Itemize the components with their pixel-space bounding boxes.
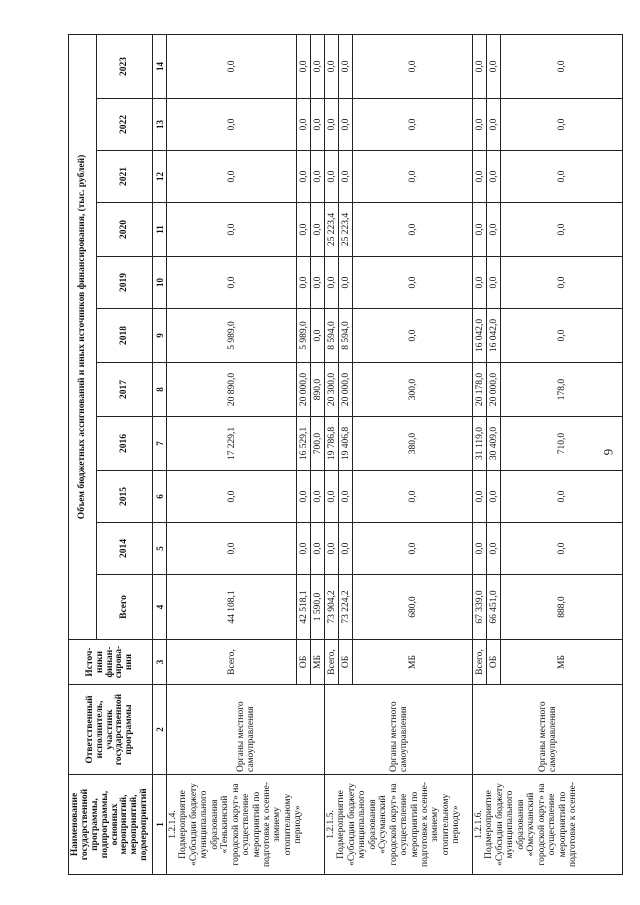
executor-cell: Органы местного самоуправления [473, 685, 623, 775]
year-value: 0,0 [473, 523, 487, 575]
year-value: 0,0 [473, 203, 487, 257]
funding-table [68, 34, 623, 875]
year-value: 700,0 [311, 417, 325, 471]
year-value: 0,0 [353, 151, 473, 203]
year-value: 890,0 [311, 363, 325, 417]
year-value: 0,0 [339, 151, 353, 203]
year-value: 0,0 [167, 99, 297, 151]
year-value: 0,0 [487, 203, 501, 257]
year-value: 0,0 [325, 257, 339, 309]
table-row [325, 34, 339, 874]
year-value: 0,0 [297, 471, 311, 523]
header-year: 2014 [97, 523, 153, 575]
year-value: 0,0 [297, 151, 311, 203]
year-value: 0,0 [501, 203, 623, 257]
column-number: 6 [153, 471, 167, 523]
source-cell: ОБ [339, 640, 353, 685]
year-value: 0,0 [353, 471, 473, 523]
year-value: 0,0 [167, 203, 297, 257]
source-cell: Всего, [473, 640, 487, 685]
source-cell: ОБ [297, 640, 311, 685]
year-value: 178,0 [501, 363, 623, 417]
year-value: 0,0 [311, 151, 325, 203]
header-source: Источ-ники финан-сирова-ния [69, 640, 153, 685]
activity-name-cell [325, 775, 473, 875]
year-value: 0,0 [325, 99, 339, 151]
year-value: 0,0 [167, 257, 297, 309]
source-cell: МБ [501, 640, 623, 685]
year-value: 0,0 [473, 34, 487, 98]
column-number: 1 [153, 775, 167, 875]
header-year: 2021 [97, 151, 153, 203]
year-value: 0,0 [501, 309, 623, 363]
year-value: 0,0 [353, 257, 473, 309]
activity-name: Подмероприятие «Субсидии бюджету муниципального образования «Тенькинский городской округ» на осуществление мероприятий по подготовке к осенне-зимнему отопительному периоду» [178, 782, 304, 867]
header-total: Всего [97, 575, 153, 640]
year-value: 5 989,0 [297, 309, 311, 363]
year-value: 0,0 [353, 203, 473, 257]
year-value: 16 042,0 [473, 309, 487, 363]
year-value: 0,0 [487, 151, 501, 203]
year-value: 0,0 [297, 34, 311, 98]
year-value: 0,0 [339, 99, 353, 151]
year-value: 0,0 [325, 34, 339, 98]
year-value: 16 529,1 [297, 417, 311, 471]
year-value: 25 223,4 [325, 203, 339, 257]
year-value: 0,0 [311, 523, 325, 575]
year-value: 8 594,0 [325, 309, 339, 363]
year-value: 0,0 [297, 203, 311, 257]
column-number: 11 [153, 203, 167, 257]
executor-cell: Органы местного самоуправления [325, 685, 473, 775]
header-row-group [69, 34, 97, 874]
year-value: 0,0 [167, 471, 297, 523]
year-value: 0,0 [487, 34, 501, 98]
rotated-table-page [68, 35, 588, 875]
total-value: 66 451,0 [487, 575, 501, 640]
year-value: 0,0 [473, 257, 487, 309]
year-value: 0,0 [311, 257, 325, 309]
year-value: 0,0 [501, 257, 623, 309]
year-value: 0,0 [473, 151, 487, 203]
year-value: 0,0 [501, 471, 623, 523]
year-value: 0,0 [339, 257, 353, 309]
year-value: 0,0 [487, 523, 501, 575]
year-value: 0,0 [353, 34, 473, 98]
year-value: 0,0 [167, 151, 297, 203]
year-value: 0,0 [473, 99, 487, 151]
year-value: 0,0 [353, 309, 473, 363]
year-value: 0,0 [487, 99, 501, 151]
header-executor: Ответственный исполнитель, участник государственной программы [69, 685, 153, 775]
total-value: 73 224,2 [339, 575, 353, 640]
total-value: 1 590,0 [311, 575, 325, 640]
header-year: 2015 [97, 471, 153, 523]
year-value: 31 119,0 [473, 417, 487, 471]
year-value: 20 000,0 [487, 363, 501, 417]
year-value: 0,0 [325, 523, 339, 575]
year-value: 30 409,0 [487, 417, 501, 471]
column-number: 3 [153, 640, 167, 685]
source-cell: Всего, [325, 640, 339, 685]
source-cell: ОБ [487, 640, 501, 685]
header-year: 2023 [97, 34, 153, 98]
year-value: 0,0 [501, 99, 623, 151]
year-value: 20 300,0 [325, 363, 339, 417]
total-value: 680,0 [353, 575, 473, 640]
header-year: 2022 [97, 99, 153, 151]
year-value: 380,0 [353, 417, 473, 471]
year-value: 0,0 [297, 99, 311, 151]
header-year: 2018 [97, 309, 153, 363]
year-value: 0,0 [311, 309, 325, 363]
year-value: 0,0 [353, 523, 473, 575]
header-funding-group: Объем бюджетных ассигнований и иных источников финансирования, (тыс. рублей) [69, 34, 97, 639]
total-value: 73 904,2 [325, 575, 339, 640]
year-value: 300,0 [353, 363, 473, 417]
activity-code: 1.2.1.5. [326, 810, 336, 839]
source-cell: Всего, [167, 640, 297, 685]
year-value: 0,0 [473, 471, 487, 523]
year-value: 25 223,4 [339, 203, 353, 257]
header-year: 2017 [97, 363, 153, 417]
year-value: 0,0 [353, 99, 473, 151]
year-value: 5 989,0 [167, 309, 297, 363]
year-value: 0,0 [167, 523, 297, 575]
column-number: 13 [153, 99, 167, 151]
year-value: 0,0 [311, 471, 325, 523]
header-name: Наименование государственной программы, подпрограммы, основных мероприятий, мероприятий, подмероприятий [69, 775, 153, 875]
year-value: 20 890,0 [167, 363, 297, 417]
total-value: 888,0 [501, 575, 623, 640]
column-number: 2 [153, 685, 167, 775]
activity-code: 1.2.1.4. [168, 810, 178, 839]
activity-name: Подмероприятие «Субсидии бюджету муниципального образования «Сусуманский городской округ» на осуществление мероприятий по подготовке к осенне-зимнему отопительному периоду» [336, 782, 462, 867]
column-number: 5 [153, 523, 167, 575]
column-number: 14 [153, 34, 167, 98]
year-value: 20 000,0 [297, 363, 311, 417]
year-value: 0,0 [297, 257, 311, 309]
source-cell: МБ [353, 640, 473, 685]
activity-name-cell [167, 775, 325, 875]
activity-name: Подмероприятие «Субсидии бюджету муниципального образования «Омсукчанский городской округ» на осуществление мероприятий по подготовке к осенне- [484, 782, 578, 867]
activity-name-cell [473, 775, 623, 875]
year-value: 16 042,0 [487, 309, 501, 363]
year-value: 0,0 [297, 523, 311, 575]
year-value: 710,0 [501, 417, 623, 471]
column-number: 4 [153, 575, 167, 640]
year-value: 0,0 [325, 471, 339, 523]
column-number: 12 [153, 151, 167, 203]
year-value: 19 786,8 [325, 417, 339, 471]
year-value: 0,0 [501, 151, 623, 203]
table-row [473, 34, 487, 874]
year-value: 0,0 [325, 151, 339, 203]
year-value: 20 178,0 [473, 363, 487, 417]
header-year: 2016 [97, 417, 153, 471]
year-value: 20 000,0 [339, 363, 353, 417]
activity-code: 1.2.1.6. [474, 810, 484, 839]
year-value: 19 406,8 [339, 417, 353, 471]
column-number-row [153, 34, 167, 874]
year-value: 0,0 [311, 99, 325, 151]
year-value: 0,0 [339, 471, 353, 523]
year-value: 0,0 [167, 34, 297, 98]
year-value: 0,0 [501, 34, 623, 98]
total-value: 42 518,1 [297, 575, 311, 640]
column-number: 10 [153, 257, 167, 309]
header-year: 2020 [97, 203, 153, 257]
year-value: 8 594,0 [339, 309, 353, 363]
executor-cell: Органы местного самоуправления [167, 685, 325, 775]
year-value: 0,0 [311, 203, 325, 257]
year-value: 17 229,1 [167, 417, 297, 471]
year-value: 0,0 [339, 34, 353, 98]
column-number: 9 [153, 309, 167, 363]
total-value: 67 339,0 [473, 575, 487, 640]
year-value: 0,0 [487, 257, 501, 309]
year-value: 0,0 [501, 523, 623, 575]
column-number: 7 [153, 417, 167, 471]
total-value: 44 108,1 [167, 575, 297, 640]
table-row [167, 34, 297, 874]
source-cell: МБ [311, 640, 325, 685]
year-value: 0,0 [311, 34, 325, 98]
column-number: 8 [153, 363, 167, 417]
year-value: 0,0 [339, 523, 353, 575]
header-year: 2019 [97, 257, 153, 309]
year-value: 0,0 [487, 471, 501, 523]
page-number: 6 [601, 448, 616, 456]
